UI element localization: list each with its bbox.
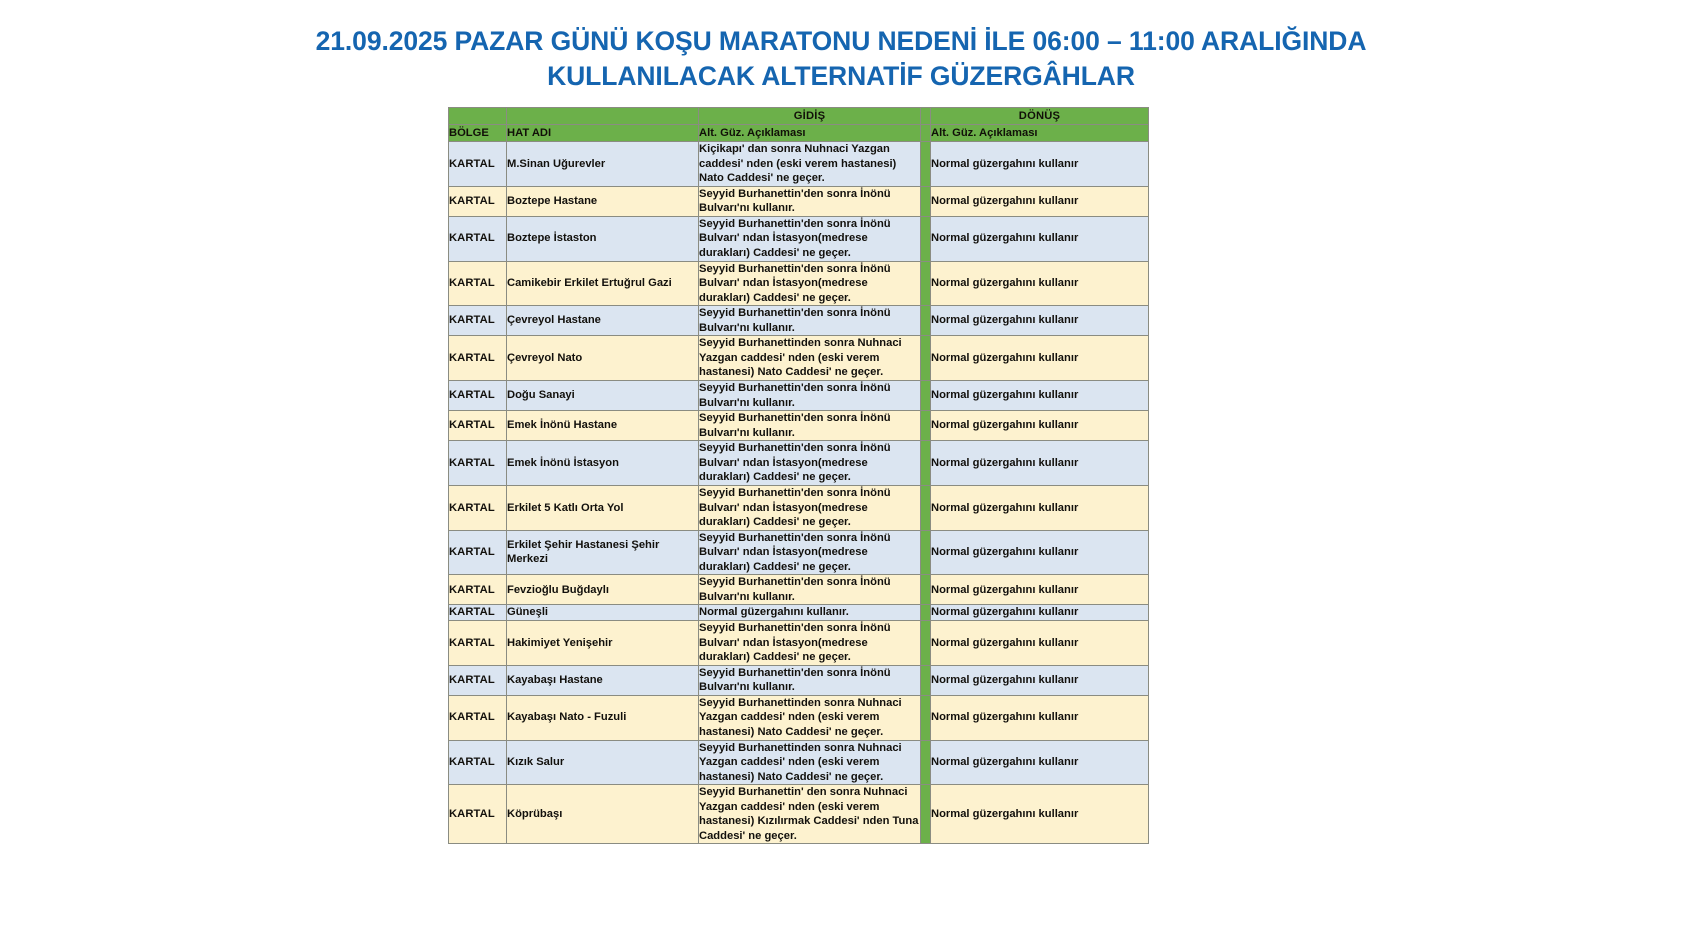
cell-bolge: KARTAL [449, 261, 507, 306]
header-group-blank-hat [507, 108, 699, 125]
table-row [449, 665, 1149, 695]
cell-separator [921, 695, 931, 740]
table-row [449, 695, 1149, 740]
cell-gidis-aciklama: Seyyid Burhanettin'den sonra İnönü Bulvarı'nı kullanır. [699, 575, 921, 605]
cell-hat-adi: M.Sinan Uğurevler [507, 142, 699, 187]
cell-hat-adi: Kayabaşı Hastane [507, 665, 699, 695]
cell-bolge: KARTAL [449, 306, 507, 336]
cell-bolge: KARTAL [449, 216, 507, 261]
column-header-gidis-aciklama: Alt. Güz. Açıklaması [699, 125, 921, 142]
cell-gidis-aciklama: Seyyid Burhanettinden sonra Nuhnaci Yazgan caddesi' nden (eski verem hastanesi) Nato Caddesi' ne geçer. [699, 695, 921, 740]
cell-donus-aciklama: Normal güzergahını kullanır [931, 142, 1149, 187]
cell-separator [921, 575, 931, 605]
cell-donus-aciklama: Normal güzergahını kullanır [931, 740, 1149, 785]
table-column-header-row [449, 125, 1149, 142]
table-body [449, 142, 1149, 844]
cell-bolge: KARTAL [449, 411, 507, 441]
table-row [449, 530, 1149, 575]
cell-hat-adi: Doğu Sanayi [507, 381, 699, 411]
cell-hat-adi: Hakimiyet Yenişehir [507, 621, 699, 666]
cell-donus-aciklama: Normal güzergahını kullanır [931, 575, 1149, 605]
cell-bolge: KARTAL [449, 381, 507, 411]
cell-donus-aciklama: Normal güzergahını kullanır [931, 381, 1149, 411]
header-group-donus: DÖNÜŞ [931, 108, 1149, 125]
cell-donus-aciklama: Normal güzergahını kullanır [931, 695, 1149, 740]
cell-separator [921, 306, 931, 336]
header-group-blank-bolge [449, 108, 507, 125]
table-row [449, 142, 1149, 187]
cell-donus-aciklama: Normal güzergahını kullanır [931, 261, 1149, 306]
cell-donus-aciklama: Normal güzergahını kullanır [931, 485, 1149, 530]
cell-separator [921, 186, 931, 216]
table-row [449, 186, 1149, 216]
cell-gidis-aciklama: Seyyid Burhanettin'den sonra İnönü Bulvarı' ndan İstasyon(medrese durakları) Caddesi' ne geçer. [699, 530, 921, 575]
cell-bolge: KARTAL [449, 665, 507, 695]
cell-separator [921, 785, 931, 844]
table-row [449, 485, 1149, 530]
cell-hat-adi: Kayabaşı Nato - Fuzuli [507, 695, 699, 740]
table-row [449, 261, 1149, 306]
cell-bolge: KARTAL [449, 186, 507, 216]
cell-separator [921, 142, 931, 187]
cell-separator [921, 336, 931, 381]
table-row [449, 575, 1149, 605]
cell-gidis-aciklama: Seyyid Burhanettin'den sonra İnönü Bulvarı' ndan İstasyon(medrese durakları) Caddesi' ne geçer. [699, 261, 921, 306]
cell-gidis-aciklama: Seyyid Burhanettin'den sonra İnönü Bulvarı' ndan İstasyon(medrese durakları) Caddesi' ne geçer. [699, 216, 921, 261]
cell-hat-adi: Erkilet 5 Katlı Orta Yol [507, 485, 699, 530]
table-row [449, 306, 1149, 336]
cell-bolge: KARTAL [449, 530, 507, 575]
cell-donus-aciklama: Normal güzergahını kullanır [931, 530, 1149, 575]
cell-donus-aciklama: Normal güzergahını kullanır [931, 605, 1149, 621]
cell-separator [921, 621, 931, 666]
cell-hat-adi: Boztepe İstaston [507, 216, 699, 261]
page-title-line-1: 21.09.2025 PAZAR GÜNÜ KOŞU MARATONU NEDENİ İLE 06:00 – 11:00 ARALIĞINDA [315, 26, 1367, 56]
cell-bolge: KARTAL [449, 695, 507, 740]
cell-gidis-aciklama: Seyyid Burhanettin'den sonra İnönü Bulvarı' ndan İstasyon(medrese durakları) Caddesi' ne geçer. [699, 485, 921, 530]
cell-gidis-aciklama: Seyyid Burhanettin'den sonra İnönü Bulvarı'nı kullanır. [699, 665, 921, 695]
cell-separator [921, 381, 931, 411]
cell-separator [921, 411, 931, 441]
cell-gidis-aciklama: Seyyid Burhanettin'den sonra İnönü Bulvarı'nı kullanır. [699, 381, 921, 411]
table-header-group-row [449, 108, 1149, 125]
page-title-line-2: KULLANILACAK ALTERNATİF GÜZERGÂHLAR [547, 60, 1135, 91]
page-title [0, 24, 1682, 94]
cell-bolge: KARTAL [449, 740, 507, 785]
cell-gidis-aciklama: Seyyid Burhanettin' den sonra Nuhnaci Yazgan caddesi' nden (eski verem hastanesi) Kızılırmak Caddesi' nden Tuna Caddesi' ne geçer. [699, 785, 921, 844]
cell-gidis-aciklama: Seyyid Burhanettin'den sonra İnönü Bulvarı' ndan İstasyon(medrese durakları) Caddesi' ne geçer. [699, 621, 921, 666]
table-row [449, 740, 1149, 785]
cell-donus-aciklama: Normal güzergahını kullanır [931, 216, 1149, 261]
cell-donus-aciklama: Normal güzergahını kullanır [931, 785, 1149, 844]
cell-hat-adi: Emek İnönü İstasyon [507, 441, 699, 486]
routes-table-container [448, 107, 1148, 844]
cell-donus-aciklama: Normal güzergahını kullanır [931, 306, 1149, 336]
table-row [449, 441, 1149, 486]
cell-gidis-aciklama: Seyyid Burhanettin'den sonra İnönü Bulvarı'nı kullanır. [699, 411, 921, 441]
cell-bolge: KARTAL [449, 485, 507, 530]
cell-hat-adi: Emek İnönü Hastane [507, 411, 699, 441]
cell-donus-aciklama: Normal güzergahını kullanır [931, 665, 1149, 695]
column-header-hat-adi: HAT ADI [507, 125, 699, 142]
cell-donus-aciklama: Normal güzergahını kullanır [931, 621, 1149, 666]
cell-bolge: KARTAL [449, 441, 507, 486]
table-row [449, 605, 1149, 621]
cell-separator [921, 261, 931, 306]
cell-bolge: KARTAL [449, 336, 507, 381]
cell-hat-adi: Çevreyol Nato [507, 336, 699, 381]
cell-gidis-aciklama: Seyyid Burhanettinden sonra Nuhnaci Yazgan caddesi' nden (eski verem hastanesi) Nato Caddesi' ne geçer. [699, 740, 921, 785]
cell-donus-aciklama: Normal güzergahını kullanır [931, 336, 1149, 381]
cell-bolge: KARTAL [449, 785, 507, 844]
cell-gidis-aciklama: Seyyid Burhanettin'den sonra İnönü Bulvarı'nı kullanır. [699, 186, 921, 216]
cell-hat-adi: Güneşli [507, 605, 699, 621]
column-header-separator [921, 125, 931, 142]
cell-separator [921, 530, 931, 575]
cell-bolge: KARTAL [449, 621, 507, 666]
cell-donus-aciklama: Normal güzergahını kullanır [931, 441, 1149, 486]
cell-gidis-aciklama: Normal güzergahını kullanır. [699, 605, 921, 621]
cell-donus-aciklama: Normal güzergahını kullanır [931, 186, 1149, 216]
cell-hat-adi: Boztepe Hastane [507, 186, 699, 216]
table-row [449, 216, 1149, 261]
table-header [449, 108, 1149, 142]
cell-separator [921, 216, 931, 261]
column-header-donus-aciklama: Alt. Güz. Açıklaması [931, 125, 1149, 142]
cell-hat-adi: Fevzioğlu Buğdaylı [507, 575, 699, 605]
cell-hat-adi: Erkilet Şehir Hastanesi Şehir Merkezi [507, 530, 699, 575]
cell-gidis-aciklama: Seyyid Burhanettin'den sonra İnönü Bulvarı' ndan İstasyon(medrese durakları) Caddesi' ne geçer. [699, 441, 921, 486]
table-row [449, 336, 1149, 381]
cell-separator [921, 485, 931, 530]
cell-separator [921, 665, 931, 695]
column-header-bolge: BÖLGE [449, 125, 507, 142]
table-row [449, 411, 1149, 441]
header-group-gidis: GİDİŞ [699, 108, 921, 125]
cell-separator [921, 605, 931, 621]
cell-bolge: KARTAL [449, 575, 507, 605]
routes-table [448, 107, 1149, 844]
cell-donus-aciklama: Normal güzergahını kullanır [931, 411, 1149, 441]
cell-hat-adi: Camikebir Erkilet Ertuğrul Gazi [507, 261, 699, 306]
header-group-separator [921, 108, 931, 125]
cell-gidis-aciklama: Kiçikapı' dan sonra Nuhnaci Yazgan caddesi' nden (eski verem hastanesi) Nato Caddesi' ne geçer. [699, 142, 921, 187]
table-row [449, 621, 1149, 666]
table-row [449, 785, 1149, 844]
cell-bolge: KARTAL [449, 605, 507, 621]
cell-hat-adi: Köprübaşı [507, 785, 699, 844]
cell-bolge: KARTAL [449, 142, 507, 187]
cell-separator [921, 441, 931, 486]
cell-gidis-aciklama: Seyyid Burhanettinden sonra Nuhnaci Yazgan caddesi' nden (eski verem hastanesi) Nato Caddesi' ne geçer. [699, 336, 921, 381]
cell-hat-adi: Kızık Salur [507, 740, 699, 785]
cell-gidis-aciklama: Seyyid Burhanettin'den sonra İnönü Bulvarı'nı kullanır. [699, 306, 921, 336]
table-row [449, 381, 1149, 411]
cell-hat-adi: Çevreyol Hastane [507, 306, 699, 336]
cell-separator [921, 740, 931, 785]
